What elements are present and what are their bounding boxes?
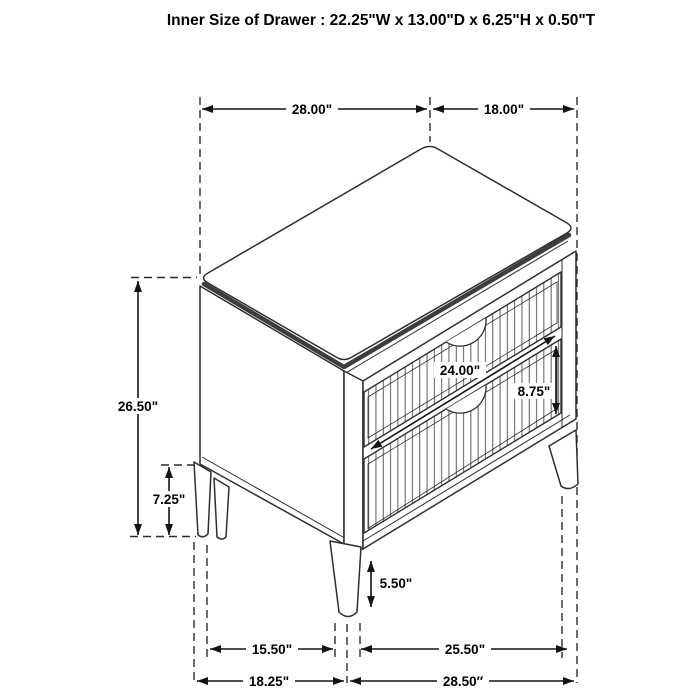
dim-label-leg-span-left: 15.50" (251, 642, 293, 657)
dim-label-drawer-height: 8.75" (517, 384, 551, 399)
dim-label-top-width: 28.00" (291, 102, 333, 117)
front-corner-post (344, 371, 363, 549)
nightstand-drawing (194, 147, 578, 617)
dim-label-footprint-left: 18.25" (248, 674, 290, 689)
dim-label-overall-height: 26.50" (117, 399, 159, 414)
front-leg (330, 541, 361, 617)
dim-label-leg-span-right: 25.50" (444, 642, 486, 657)
dim-label-drawer-width: 24.00" (439, 363, 481, 378)
dim-label-lower-height: 7.25" (152, 492, 186, 507)
rear-left-leg (214, 478, 229, 539)
dim-label-leg-height: 5.50" (379, 576, 413, 591)
dim-label-top-depth: 18.00" (483, 102, 525, 117)
page-title: Inner Size of Drawer : 22.25"W x 13.00"D x 6.25"H x 0.50"T (166, 12, 596, 29)
front-left-leg (194, 462, 211, 537)
rear-right-leg (549, 430, 578, 489)
dim-label-footprint-right: 28.50″ (442, 674, 484, 689)
